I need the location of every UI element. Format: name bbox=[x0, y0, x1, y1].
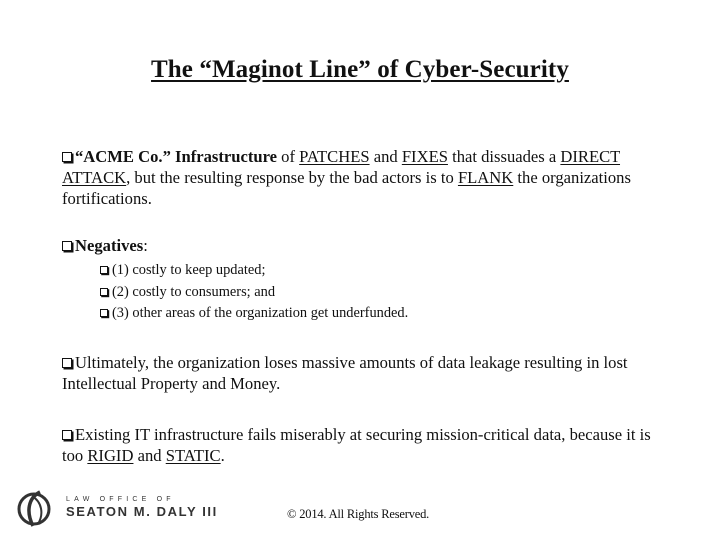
logo-name: SEATON M. DALY III bbox=[66, 504, 218, 519]
slide-title: The “Maginot Line” of Cyber-Security bbox=[151, 56, 569, 83]
checkbox-bullet-icon bbox=[100, 288, 108, 296]
fixes-text: FIXES bbox=[401, 147, 448, 166]
logo-subtitle: LAW OFFICE OF bbox=[66, 496, 175, 503]
negatives-sublist bbox=[100, 260, 660, 325]
bullet-negatives bbox=[62, 235, 672, 256]
rigid-text: RIGID bbox=[87, 446, 134, 465]
negative-item-text: (3) other areas of the organization get underfunded. bbox=[112, 305, 409, 321]
bullet-acme-infrastructure bbox=[62, 146, 672, 209]
flank-text: FLANK bbox=[457, 168, 514, 187]
checkbox-bullet-icon bbox=[62, 358, 72, 368]
text-fragment: Existing IT infrastructure fails miserably at securing mission-critical data, because it is too bbox=[62, 425, 651, 465]
negatives-label: Negatives bbox=[75, 236, 144, 255]
negative-item-text: (1) costly to keep updated; bbox=[112, 262, 266, 278]
text-fragment: , but the resulting response by the bad actors is to bbox=[126, 168, 458, 187]
negative-item bbox=[100, 282, 660, 304]
law-office-logo-mark-icon bbox=[14, 488, 54, 528]
text-fragment: and bbox=[369, 147, 402, 166]
checkbox-bullet-icon bbox=[100, 266, 108, 274]
negative-item bbox=[100, 303, 660, 325]
ultimately-text: Ultimately, the organization loses massive amounts of data leakage resulting in lost Intellectual Property and Money. bbox=[62, 353, 628, 393]
checkbox-bullet-icon bbox=[100, 309, 108, 317]
static-text: STATIC bbox=[165, 446, 221, 465]
attack-text: ATTACK bbox=[62, 168, 127, 187]
bullet-ultimately bbox=[62, 352, 672, 394]
direct-text: DIRECT bbox=[560, 147, 621, 166]
checkbox-bullet-icon bbox=[62, 152, 72, 162]
law-office-logo bbox=[14, 488, 244, 528]
bullet-existing-it bbox=[62, 424, 672, 466]
checkbox-bullet-icon bbox=[62, 430, 72, 440]
text-fragment: of bbox=[277, 147, 300, 166]
patches-text: PATCHES bbox=[299, 147, 370, 166]
negatives-colon: : bbox=[143, 236, 148, 255]
checkbox-bullet-icon bbox=[62, 241, 72, 251]
copyright-notice: © 2014. All Rights Reserved. bbox=[287, 507, 430, 521]
text-fragment: that dissuades a bbox=[447, 147, 561, 166]
text-fragment: the organizations fortifications. bbox=[62, 168, 631, 208]
text-fragment: and bbox=[133, 446, 166, 465]
text-fragment: . bbox=[220, 446, 225, 465]
acme-infrastructure-text: “ACME Co.” Infrastructure bbox=[75, 147, 278, 166]
negative-item bbox=[100, 260, 660, 282]
negative-item-text: (2) costly to consumers; and bbox=[112, 283, 276, 300]
